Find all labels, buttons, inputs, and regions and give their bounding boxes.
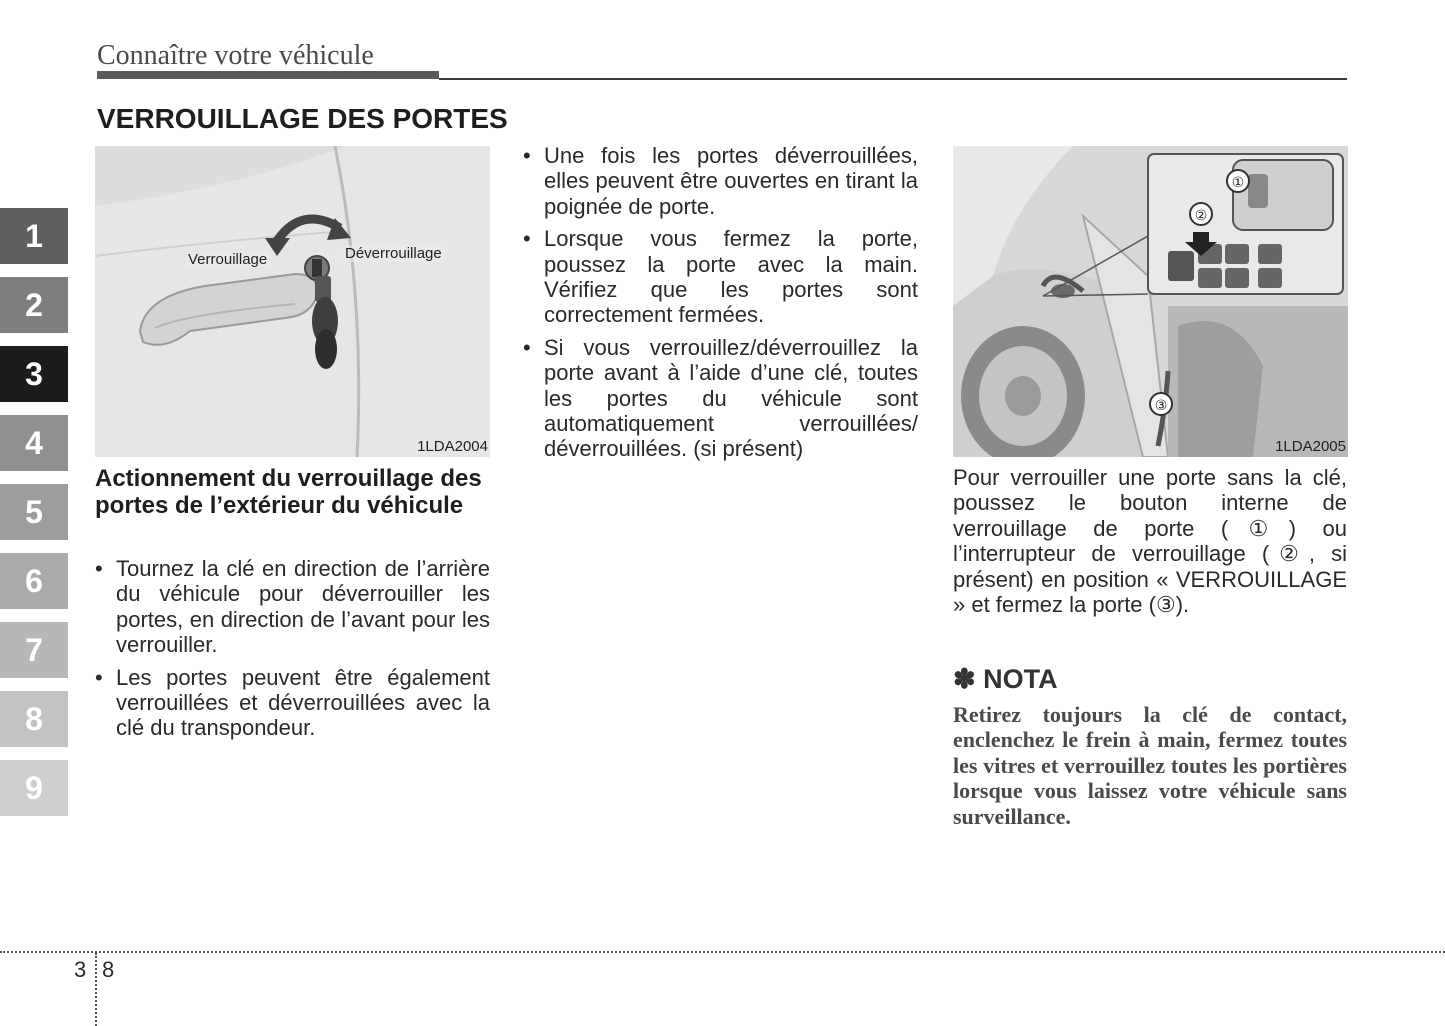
- door-interior-illustration: [953, 146, 1348, 457]
- sub-heading: Actionnement du verrouillage des portes de l’extérieur du véhicule: [95, 465, 482, 519]
- running-header: Connaître votre véhicule: [97, 40, 374, 71]
- chapter-tab-5[interactable]: 5: [0, 484, 68, 540]
- unlock-direction-label: Déverrouillage: [345, 245, 442, 262]
- figure-code: 1LDA2004: [417, 438, 488, 455]
- chapter-tab-3[interactable]: 3: [0, 346, 68, 402]
- bullet-list-col1: [95, 556, 490, 748]
- chapter-tab-9[interactable]: 9: [0, 760, 68, 816]
- footer-rule: [0, 951, 1445, 953]
- figure-code: 1LDA2005: [1275, 438, 1346, 455]
- door-interior-lock-figure: [953, 146, 1348, 457]
- bullet-list-col2: [523, 143, 918, 469]
- list-item: • Tournez la clé en direction de l’arrière du véhicule pour déverrouiller les portes, en direction de l’avant pour les verrouiller.: [95, 556, 490, 658]
- chapter-tab-1[interactable]: 1: [0, 208, 68, 264]
- callout-2: ②: [1194, 208, 1208, 224]
- nota-heading: ✽ NOTA: [953, 664, 1058, 694]
- chapter-tab-2[interactable]: 2: [0, 277, 68, 333]
- list-item: • Les portes peuvent être également verrouillées et déverrouillées avec la clé du transpondeur.: [95, 665, 490, 741]
- chapter-tab-8[interactable]: 8: [0, 691, 68, 747]
- door-lock-illustration: [95, 146, 490, 457]
- header-bar: [97, 71, 439, 79]
- page-chapter: 3: [74, 957, 87, 982]
- footer-divider: [95, 953, 97, 1026]
- door-lock-key-figure: [95, 146, 490, 457]
- nota-body: Retirez toujours la clé de contact, enclenchez le frein à main, fermez toutes les vitres et verrouillez toutes les portières lorsque vous laissez votre véhicule sans surveillance.: [953, 702, 1347, 829]
- chapter-tab-4[interactable]: 4: [0, 415, 68, 471]
- list-item: • Si vous verrouillez/déverrouillez la porte avant à l’aide d’une clé, toutes les portes du véhicule sont automatiquement verrouillées/ déverrouillées. (si présent): [523, 335, 918, 462]
- callout-3: ③: [1154, 398, 1168, 414]
- list-item: • Une fois les portes déverrouillées, elles peuvent être ouvertes en tirant la poignée de porte.: [523, 143, 918, 219]
- header-rule: [439, 78, 1347, 80]
- page-number: 8: [102, 957, 115, 982]
- chapter-tab-7[interactable]: 7: [0, 622, 68, 678]
- list-item: • Lorsque vous fermez la porte, poussez la porte avec la main. Vérifiez que les portes sont correctement fermées.: [523, 226, 918, 328]
- section-title: VERROUILLAGE DES PORTES: [97, 103, 508, 134]
- chapter-tab-6[interactable]: 6: [0, 553, 68, 609]
- lock-without-key-paragraph: Pour verrouiller une porte sans la clé, poussez le bouton interne de verrouillage de porte (①) ou l’interrupteur de verrouillage (②, si présent) en position « VERROUILLAGE » et fermez la porte (③).: [953, 465, 1347, 618]
- callout-1: ①: [1231, 175, 1245, 191]
- lock-direction-label: Verrouillage: [188, 251, 268, 268]
